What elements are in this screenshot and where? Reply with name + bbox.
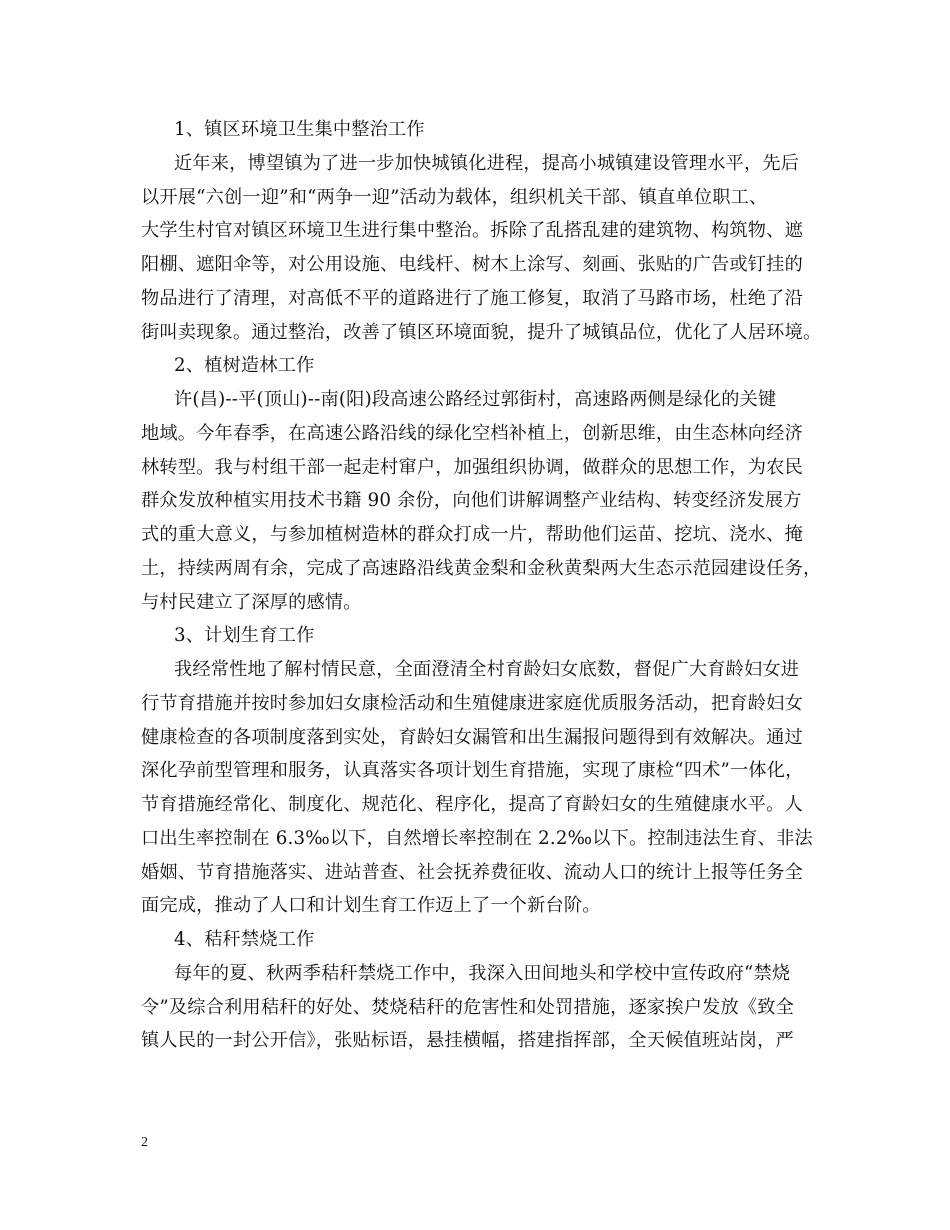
paragraph-line: 面完成，推动了人口和计划生育工作迈上了一个新台阶。 [141,895,601,917]
paragraph-line: 阳棚、遮阳伞等，对公用设施、电线杆、树木上涂写、刻画、张贴的广告或钉挂的 [141,254,803,275]
body-text [141,113,821,1058]
section-heading: 1、镇区环境卫生集中整治工作 [174,119,425,140]
paragraph-line: 近年来，博望镇为了进一步加快城镇化进程，提高小城镇建设管理水平，先后 [174,152,800,174]
page-number: 2 [141,1135,148,1150]
paragraph-line: 节育措施经常化、制度化、规范化、程序化，提高了育龄妇女的生殖健康水平。人 [141,794,803,815]
paragraph-line: 许(昌)--平(顶山)--南(阳)段高速公路经过郭街村，高速路两侧是绿化的关键 [174,389,777,410]
paragraph-line: 健康检查的各项制度落到实处，育龄妇女漏管和出生漏报问题得到有效解决。通过 [141,726,803,748]
paragraph-line: 我经常性地了解村情民意，全面澄清全村育龄妇女底数，督促广大育龄妇女进 [174,659,800,680]
paragraph-line: 地域。今年春季，在高速公路沿线的绿化空档补植上，创新思维，由生态林向经济 [141,422,803,444]
paragraph-line: 街叫卖现象。通过整治，改善了镇区环境面貌，提升了城镇品位，优化了人居环境。 [141,321,821,343]
paragraph-line: 物品进行了清理，对高低不平的道路进行了施工修复，取消了马路市场，杜绝了沿 [141,287,803,309]
paragraph-line: 以开展“六创一迎”和“两争一迎”活动为载体，组织机关干部、镇直单位职工、 [141,186,768,208]
paragraph-line: 大学生村官对镇区环境卫生进行集中整治。拆除了乱搭乱建的建筑物、构筑物、遮 [141,220,803,242]
paragraph-line: 式的重大意义，与参加植树造林的群众打成一片，帮助他们运苗、挖坑、浇水、掩 [141,524,803,545]
paragraph-line: 深化孕前型管理和服务，认真落实各项计划生育措施，实现了康检“四术”一体化， [141,760,804,782]
paragraph-line: 群众发放种植实用技术书籍 90 余份，向他们讲解调整产业结构、转变经济发展方 [141,490,802,512]
paragraph-line: 令”及综合利用秸秆的好处、焚烧秸秆的危害性和处罚措施，逐家挨户发放《致全 [141,996,795,1018]
section-heading: 3、计划生育工作 [174,625,315,647]
section-heading: 4、秸秆禁烧工作 [174,929,315,950]
paragraph-line: 每年的夏、秋两季秸秆禁烧工作中，我深入田间地头和学校中宣传政府“禁烧 [174,962,791,984]
paragraph-line: 行节育措施并按时参加妇女康检活动和生殖健康进家庭优质服务活动，把育龄妇女 [141,692,803,714]
section-heading: 2、植树造林工作 [174,355,315,377]
paragraph-line: 婚姻、节育措施落实、进站普查、社会抚养费征收、流动人口的统计上报等任务全 [141,861,803,883]
paragraph-line: 与村民建立了深厚的感情。 [141,591,362,613]
paragraph-line: 镇人民的一封公开信》，张贴标语，悬挂横幅，搭建指挥部，全天候值班站岗，严 [141,1030,794,1052]
paragraph-line: 口出生率控制在 6.3‰以下，自然增长率控制在 2.2‰以下。控制违法生育、非法 [141,827,813,849]
paragraph-line: 土，持续两周有余，完成了高速路沿线黄金梨和金秋黄梨两大生态示范园建设任务， [141,557,821,579]
paragraph-line: 林转型。我与村组干部一起走村窜户，加强组织协调，做群众的思想工作，为农民 [141,456,803,478]
